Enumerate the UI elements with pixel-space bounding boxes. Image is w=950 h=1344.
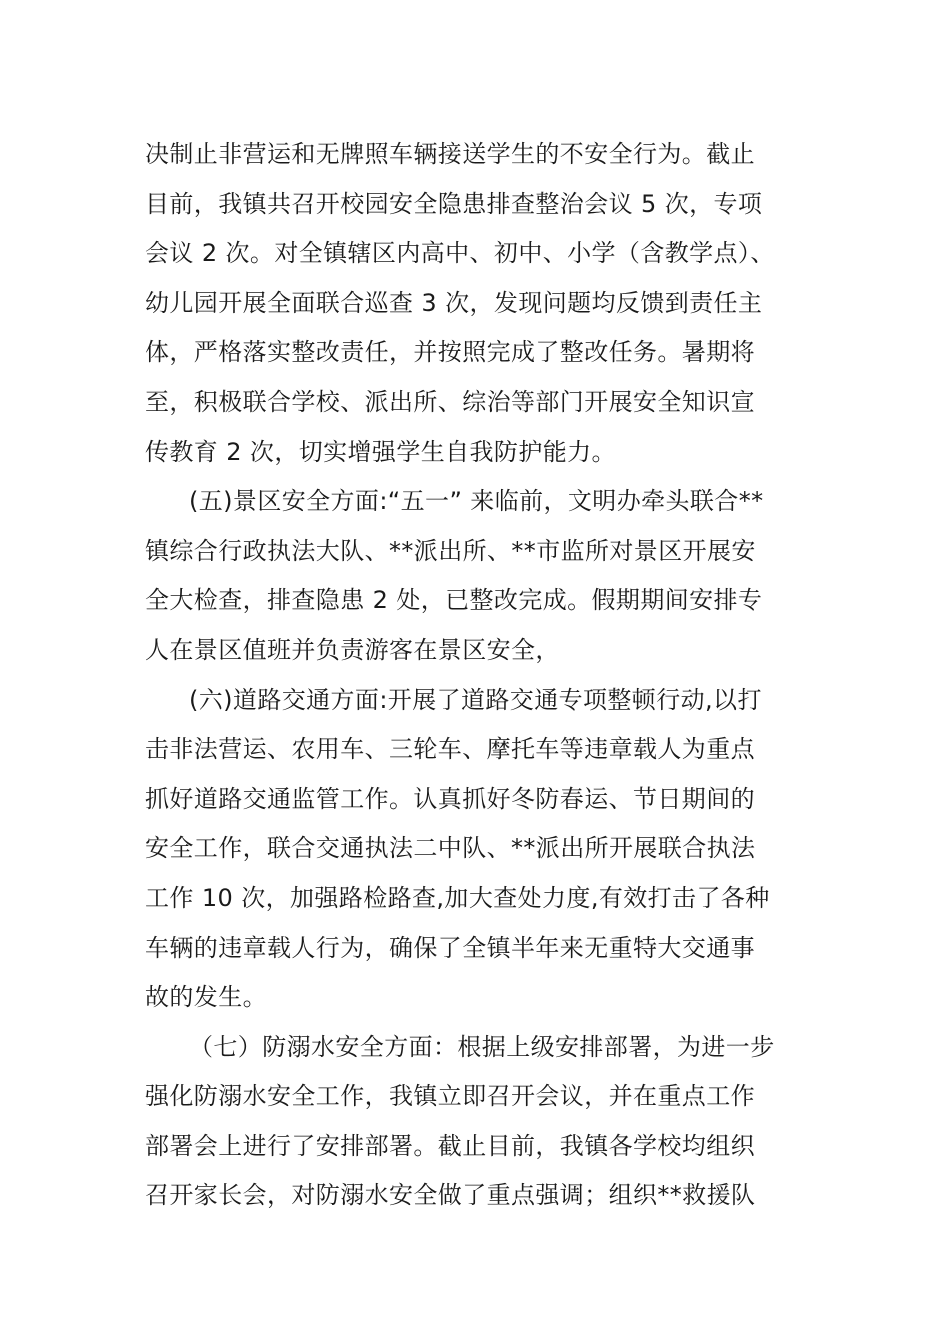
body-line: 安全工作，联合交通执法二中队、**派出所开展联合执法 [145, 834, 756, 863]
section-heading-line: （七）防溺水安全方面：根据上级安排部署，为进一步 [189, 1032, 775, 1061]
body-line: 传教育 2 次，切实增强学生自我防护能力。 [145, 437, 616, 466]
body-line: 强化防溺水安全工作，我镇立即召开会议，并在重点工作 [145, 1082, 755, 1111]
body-line: 全大检查，排查隐患 2 处，已整改完成。假期期间安排专 [145, 586, 763, 615]
section-heading-line: (六)道路交通方面:开展了道路交通专项整顿行动,以打 [189, 685, 762, 714]
body-line: 抓好道路交通监管工作。认真抓好冬防春运、节日期间的 [145, 784, 755, 813]
body-line: 镇综合行政执法大队、**派出所、**市监所对景区开展安 [145, 536, 756, 565]
body-line: 体，严格落实整改责任，并按照完成了整改任务。暑期将 [145, 338, 755, 367]
body-line: 决制止非营运和无牌照车辆接送学生的不安全行为。截止 [145, 140, 755, 168]
body-line: 人在景区值班并负责游客在景区安全， [145, 635, 560, 664]
body-line: 会议 2 次。对全镇辖区内高中、初中、小学（含教学点）、 [145, 239, 775, 268]
body-line: 击非法营运、农用车、三轮车、摩托车等违章载人为重点 [145, 735, 755, 764]
body-line: 车辆的违章载人行为，确保了全镇半年来无重特大交通事 [145, 933, 755, 962]
document-body [145, 130, 835, 1221]
body-line: 至，积极联合学校、派出所、综治等部门开展安全知识宣 [145, 387, 755, 416]
section-heading-line: (五)景区安全方面:“五一” 来临前，文明办牵头联合** [189, 487, 764, 516]
body-line: 目前，我镇共召开校园安全隐患排查整治会议 5 次，专项 [145, 189, 763, 218]
body-line: 工作 10 次，加强路检路查,加大查处力度,有效打击了各种 [145, 883, 770, 912]
body-line: 故的发生。 [145, 983, 267, 1012]
body-line: 幼儿园开展全面联合巡查 3 次，发现问题均反馈到责任主 [145, 288, 763, 317]
body-line: 召开家长会，对防溺水安全做了重点强调；组织**救援队 [145, 1181, 756, 1210]
body-line: 部署会上进行了安排部署。截止目前，我镇各学校均组织 [145, 1131, 755, 1160]
